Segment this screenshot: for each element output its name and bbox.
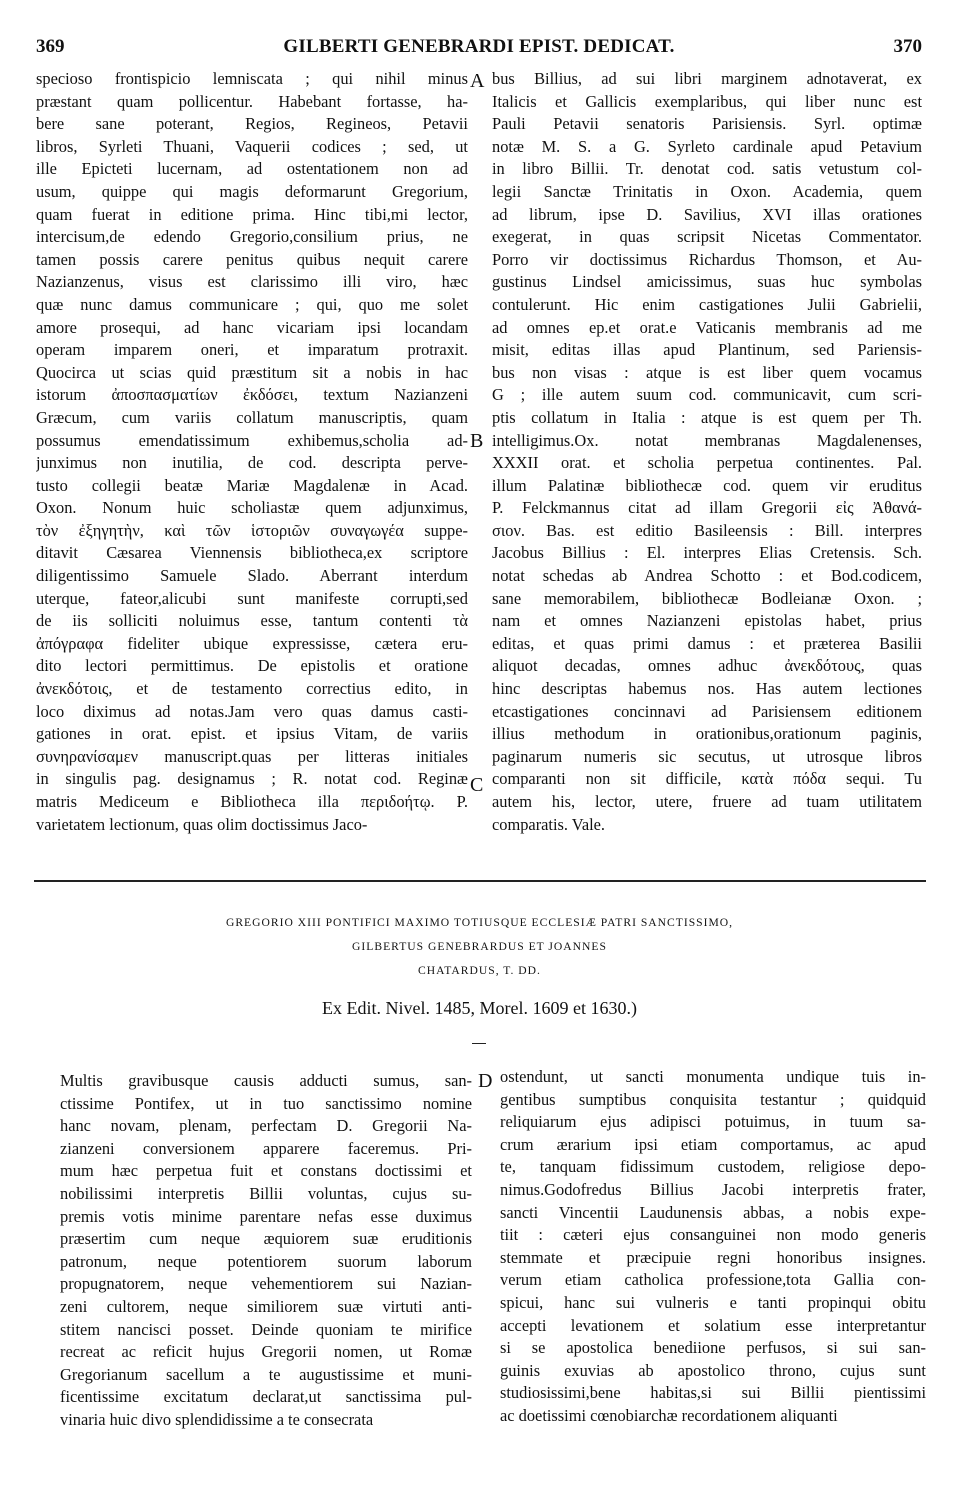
text-column-right-top bbox=[492, 68, 922, 836]
text-column-right-bottom bbox=[500, 1066, 926, 1428]
text-line: σιον. Bas. est editio Basileensis : Bill. interpres bbox=[492, 520, 922, 540]
text-line: junximus non inutilia, de cod. descripta perve- bbox=[36, 453, 468, 473]
text-line: propugnatorem, neque vehementiorem sui Nazian- bbox=[60, 1274, 472, 1294]
text-line: mum hæc perpetua fuit et constans doctissimi et bbox=[60, 1161, 472, 1181]
text-line: exegerat, in quas scripsit Nicetas Commentator. bbox=[492, 227, 922, 247]
text-line: usum, quippe qui magis deformarunt Gregorium, bbox=[36, 181, 468, 201]
text-line: in singulis pag. designamus ; R. notat cod. Reginæ bbox=[36, 769, 468, 789]
text-line: diligentissimo Samuele Slado. Aberrant interdum bbox=[36, 566, 468, 586]
text-column-left-top bbox=[36, 68, 468, 836]
text-line: patronum, neque potentiorem suorum laborum bbox=[60, 1251, 472, 1271]
text-line: nimus.Godofredus Billius Jacobi interpretis frater, bbox=[500, 1179, 926, 1199]
text-line: aliquot decadas, omnes adhuc ἀνεκδότους, quas bbox=[492, 656, 922, 676]
text-line: guinis exuvias ab apostolico throno, cujus sunt bbox=[500, 1360, 926, 1380]
text-line: gationes in orat. epist. et ipsius Vitam, de variis bbox=[36, 724, 468, 744]
text-line: contulerunt. Hic enim castigationes Julii Gabrielii, bbox=[492, 294, 922, 314]
text-line: tusto collegii beatæ Mariæ Magdalenæ in Acad. bbox=[36, 475, 468, 495]
dedication-line-2: GILBERTUS GENEBRARDUS ET JOANNES bbox=[352, 940, 607, 953]
text-line: Multis gravibusque causis adducti sumus, san- bbox=[60, 1071, 472, 1090]
short-rule bbox=[472, 1043, 486, 1044]
margin-mark-a: A bbox=[470, 70, 485, 92]
text-line: legii Sanctæ Trinitatis in Oxon. Academia, quem bbox=[492, 181, 922, 201]
edition-note: Ex Edit. Nivel. 1485, Morel. 1609 et 1630.) bbox=[322, 998, 637, 1018]
running-header bbox=[36, 36, 922, 64]
text-line: gentibus sumptibus conquisita testantur ; quidquid bbox=[500, 1089, 926, 1109]
text-line: stemmate et præcipuie regni honoribus insignes. bbox=[500, 1247, 926, 1267]
text-line: nam et omnes Nazianzeni epistolas habet, prius bbox=[492, 611, 922, 631]
text-line: autem his, lector, utere, fruere ad tuam utilitatem bbox=[492, 792, 922, 811]
text-line: Nazianzenus, visus est clarissimo illi viro, hæc bbox=[36, 272, 468, 292]
text-line: recreat ac reficit hujus Gregorii nomen, ut Romæ bbox=[60, 1342, 472, 1362]
text-line: premis votis minime parentare nefas esse duximus bbox=[60, 1206, 472, 1226]
text-line: præstant quam pollicentur. Habebant fortasse, ha- bbox=[36, 91, 468, 111]
text-line: varietatem lectionum, quas olim doctissimus Jaco- bbox=[36, 814, 368, 834]
text-line: vinaria huic divo splendidissime a te consecrata bbox=[60, 1409, 374, 1429]
text-line: intelligimus.Ox. notat membranas Magdalenenses, bbox=[492, 430, 922, 450]
text-line: Quocirca ut scias quid præstitum sit a nobis in hac bbox=[36, 362, 468, 382]
text-line: libros, Syrleti Thuani, Vaquerii codices ; sed, ut bbox=[36, 136, 468, 156]
text-line: illum Palatinæ bibliothecæ cod. quem vir eruditus bbox=[492, 475, 922, 495]
page-number-right: 370 bbox=[893, 36, 922, 57]
text-line: reliquiarum ejus adipisci potuimus, in tuum sa- bbox=[500, 1112, 926, 1132]
text-line: ficentissime excitatum declarat,ut sanctissima pul- bbox=[60, 1387, 472, 1407]
text-line: gustinus Lindsel amicissimus, suas huc symbolas bbox=[492, 272, 922, 292]
text-line: sancti Vincentii Laudunensis abbas, a nobis expe- bbox=[500, 1202, 926, 1222]
text-line: bus non visas : atque is est liber quem vocamus bbox=[492, 362, 922, 382]
text-line: zeni cultorem, neque similiorem suæ virtuti anti- bbox=[60, 1296, 472, 1316]
text-line: notæ M. S. a G. Syrleto cardinale apud Petavium bbox=[492, 136, 922, 156]
text-line: ctissime Pontifex, ut in tuo sanctissimo nomine bbox=[60, 1093, 472, 1113]
text-line: hinc descriptas habemus nos. Has autem lectiones bbox=[492, 679, 922, 699]
text-line: uterque, fateor,alicubi sunt manifeste corrupti,sed bbox=[36, 588, 468, 608]
text-line: Oxon. Nonum huic scholiastæ quem adjunximus, bbox=[36, 498, 468, 518]
text-line: hanc novam, plenam, perfectam D. Gregorii Na- bbox=[60, 1116, 472, 1136]
text-line: crum ærarium ipsi etiam comportamus, ac apud bbox=[500, 1134, 926, 1154]
margin-mark-c: C bbox=[470, 774, 484, 796]
text-line: Italicis et Gallicis exemplaribus, qui liber nunc est bbox=[492, 91, 922, 111]
text-line: τὸν ἐξηγητὴν, καὶ τῶν ἱστοριῶν συναγωγέα suppe- bbox=[36, 520, 468, 540]
text-line: zianzeni conversionem apparere faceremus. Pri- bbox=[60, 1138, 472, 1158]
text-line: Græcum, cum variis collatum manuscriptis, quam bbox=[36, 407, 468, 427]
text-line: tiit : cæteri ejus consanguinei non modo generis bbox=[500, 1225, 926, 1245]
text-line: ad librum, ipse D. Savilius, XVI illas orationes bbox=[492, 204, 922, 224]
text-line: si se apostolica benediione perfusos, si sui san- bbox=[500, 1338, 926, 1358]
text-line: bus Billius, ad sui libri marginem adnotaverat, ex bbox=[492, 69, 922, 88]
text-line: notat schedas ab Andrea Schotto : et Bod.codicem, bbox=[492, 566, 922, 586]
text-line: loco diximus ad notas.Jam vero quas damus casti- bbox=[36, 701, 468, 721]
section-divider bbox=[34, 880, 926, 882]
text-line: ad omnes ep.et orat.e Vaticanis membranis ad me bbox=[492, 317, 922, 337]
text-line: ptis collatum in Italia : atque is est quem per Th. bbox=[492, 407, 922, 427]
page-number-left: 369 bbox=[36, 36, 65, 57]
margin-mark-b: B bbox=[470, 430, 484, 452]
text-line: ostendunt, ut sancti monumenta undique tuis in- bbox=[500, 1067, 926, 1086]
text-line: ac doetissimi cœnobiarchæ recordationem aliquanti bbox=[500, 1405, 838, 1425]
text-line: possumus emendatissimum exhibemus,scholia ad- bbox=[36, 430, 468, 450]
text-line: etcastigationes concinnavi ad Parisiensem editionem bbox=[492, 701, 922, 721]
text-line: Gregorianum sacellum a te augustissime et muni- bbox=[60, 1364, 472, 1384]
text-line: paginarum numeris sic secutus, ut utrosque libros bbox=[492, 746, 922, 766]
text-line: P. Felckmannus citat ad illam Gregorii εἰς Ἀθανά- bbox=[492, 498, 922, 518]
text-line: studiosissimi,bene habitas,si sui Billii pientissimi bbox=[500, 1383, 926, 1403]
text-line: quam fuerat in editione prima. Hinc tibi,mi lector, bbox=[36, 204, 468, 224]
text-line: illius methodum in orationibus,orationum paginis, bbox=[492, 724, 922, 744]
text-line: Porro vir doctissimus Richardus Thomson, et Au- bbox=[492, 249, 922, 269]
text-line: verum etiam catholica professione,tota Gallia con- bbox=[500, 1270, 926, 1290]
text-column-left-bottom bbox=[60, 1070, 472, 1432]
dedication-line-1: GREGORIO XIII PONTIFICI MAXIMO TOTIUSQUE ECCLESIÆ PATRI SANCTISSIMO, bbox=[225, 916, 734, 929]
text-line: ille Epicteti lucernam, ad ostentationem non ad bbox=[36, 159, 468, 179]
text-line: specioso frontispicio lemniscata ; qui nihil minus bbox=[36, 69, 468, 88]
text-line: stitem nancisci posset. Deinde quoniam te mirifice bbox=[60, 1319, 472, 1339]
text-line: in libro Billii. Tr. denotat cod. satis vetustum col- bbox=[492, 159, 922, 179]
text-line: te, tanquam fidissimum custodem, religiose depo- bbox=[500, 1157, 926, 1177]
text-line: dito lectori permittimus. De epistolis et oratione bbox=[36, 656, 468, 676]
text-line: nobilissimi interpretis Billii voluntas, cujus su- bbox=[60, 1183, 472, 1203]
text-line: Pauli Petavii senatoris Parisiensis. Syrl. optimæ bbox=[492, 114, 922, 134]
margin-mark-d: D bbox=[478, 1070, 493, 1092]
text-line: sane memorabilem, bibliothecæ Bodleianæ Oxon. ; bbox=[492, 588, 922, 608]
dedication-line-3: CHATARDUS, T. DD. bbox=[418, 964, 541, 977]
text-line: comparatis. Vale. bbox=[492, 814, 606, 834]
text-line: misit, editas illas apud Plantinum, sed Pariensis- bbox=[492, 340, 922, 360]
text-line: operam imparem oneri, et imparatum protraxit. bbox=[36, 340, 468, 360]
text-line: bere sane poterant, Regios, Regineos, Petavii bbox=[36, 114, 468, 134]
running-title: GILBERTI GENEBRARDI EPIST. DEDICAT. bbox=[283, 36, 675, 57]
text-line: editas, et quas primi damus : et præterea Basilii bbox=[492, 633, 922, 653]
text-line: XXXII orat. et scholia perpetua continentes. Pal. bbox=[492, 453, 922, 473]
text-line: de iis solliciti noluimus esse, tantum contenti τὰ bbox=[36, 611, 468, 631]
text-line: quæ nunc damus communicare ; qui, quo me solet bbox=[36, 294, 468, 314]
text-line: ἀπόγραφα fideliter ubique expressisse, cætera eru- bbox=[36, 633, 468, 653]
text-line: συνηρανίσαμεν manuscript.quas per litteras initiales bbox=[36, 746, 468, 766]
text-line: G ; ille autem suum cod. communicavit, cum scri- bbox=[492, 385, 922, 405]
text-line: istorum ἀποσπασματίων ἐκδόσει, textum Nazianzeni bbox=[36, 385, 468, 405]
text-line: ditavit Cæsarea Viennensis bibliotheca,ex scriptore bbox=[36, 543, 468, 563]
text-line: amore prosequi, ad hanc vicariam ipsi locandam bbox=[36, 317, 468, 337]
text-line: præsertim cum neque æquiorem suæ eruditionis bbox=[60, 1229, 472, 1249]
text-line: ἀνεκδότοις, et de testamento correctius edito, in bbox=[36, 679, 468, 699]
text-line: spicui, hanc sui vulneris e tanti propinqui obitu bbox=[500, 1292, 926, 1312]
text-line: intercisum,de edendo Gregorio,consilium prius, ne bbox=[36, 227, 468, 247]
text-line: Jacobus Billius : El. interpres Elias Cretensis. Sch. bbox=[492, 543, 922, 563]
text-line: comparanti non sit difficile, κατὰ πόδα sequi. Tu bbox=[492, 769, 922, 789]
text-line: accepti levationem et solatium esse interpretantur bbox=[500, 1315, 926, 1335]
text-line: tamen possis carere penitus quibus nequit carere bbox=[36, 249, 468, 269]
text-line: matris Mediceum e Bibliotheca illa περιδοήτῳ. P. bbox=[36, 792, 468, 811]
